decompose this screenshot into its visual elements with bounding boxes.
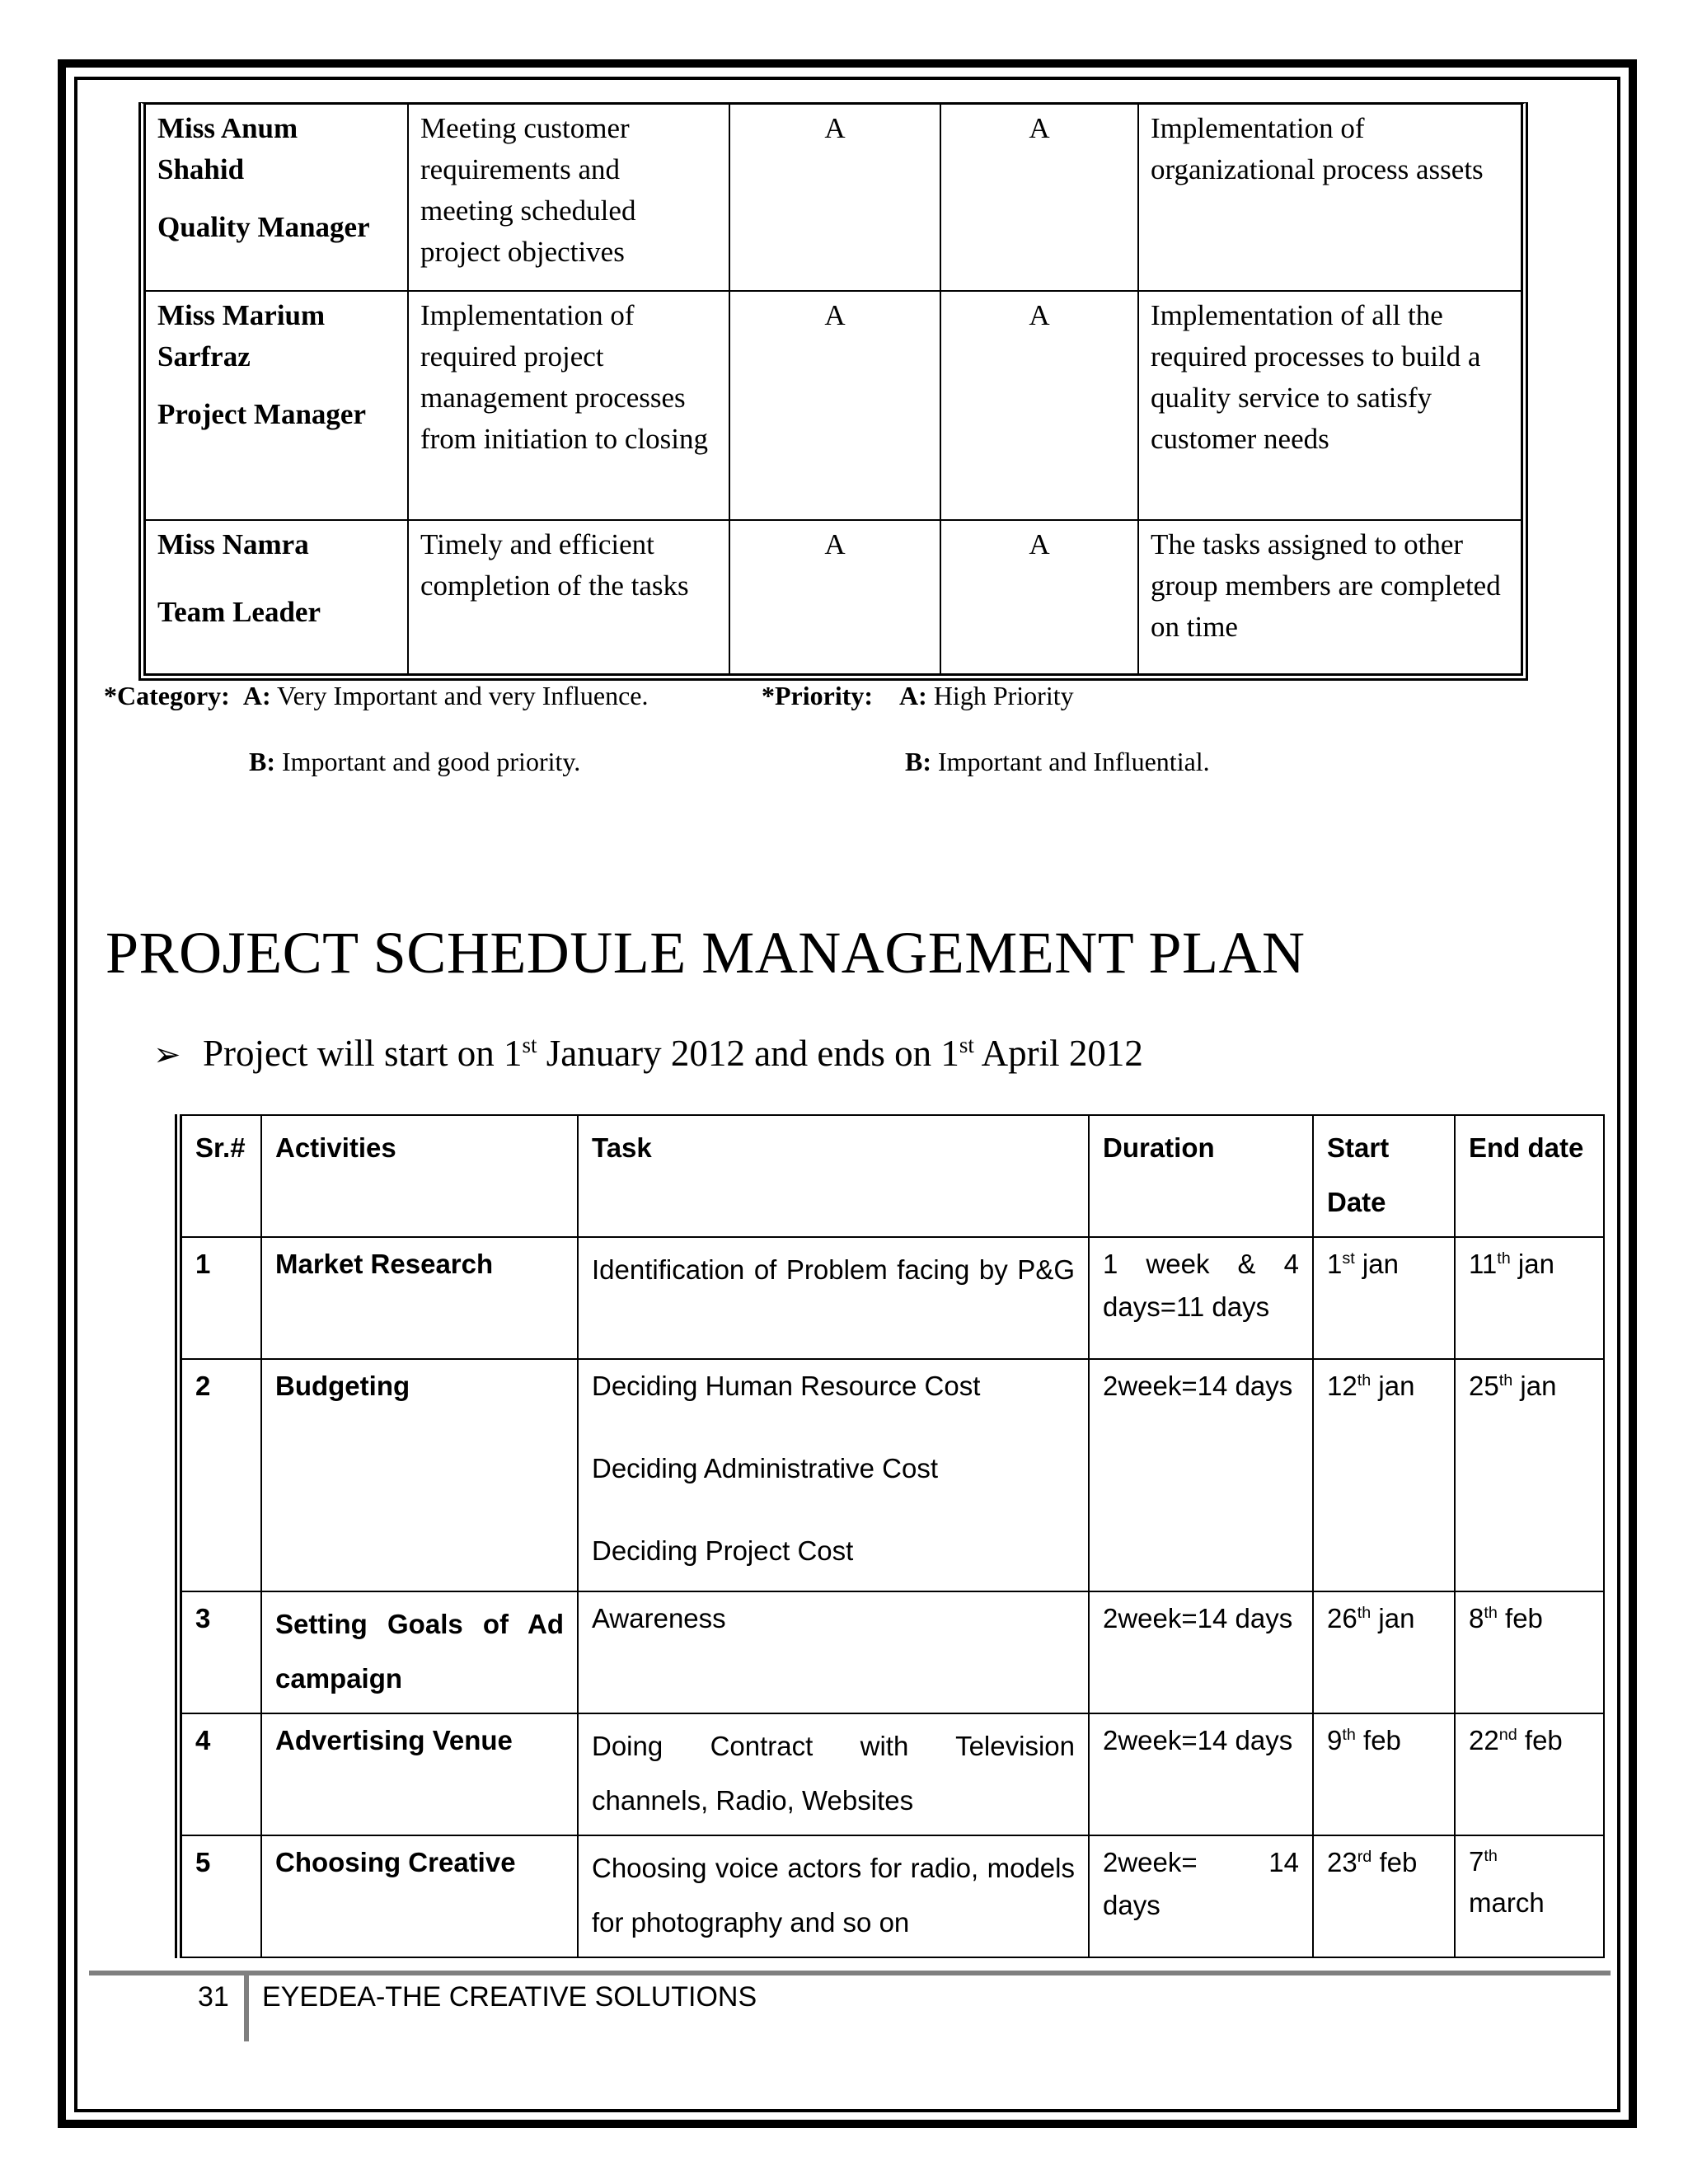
legend-text: High Priority (933, 681, 1074, 710)
task-spacer (592, 1408, 1075, 1447)
row-start-date (1313, 1237, 1455, 1359)
row-end-date (1455, 1713, 1604, 1835)
stakeholder-interest: Meeting customer requirements and meeting scheduled project objectives (408, 105, 729, 291)
stakeholder-interest: Implementation of required project management processes from initiation to closing (408, 291, 729, 520)
stakeholder-name: Miss Marium (157, 299, 326, 331)
stakeholder-strategy: Implementation of organizational process assets (1138, 105, 1521, 291)
legend-text: Important and good priority. (282, 747, 581, 776)
table-header-row (182, 1115, 1604, 1237)
task-spacer (592, 1490, 1075, 1530)
date-month: jan (1371, 1371, 1415, 1401)
table-row (182, 1359, 1604, 1591)
header-sr: Sr.# (182, 1115, 261, 1237)
ordinal-suffix: rd (1357, 1848, 1372, 1866)
stakeholder-role: Team Leader (157, 596, 321, 628)
task-item: Deciding Administrative Cost (592, 1453, 939, 1483)
row-number: 5 (182, 1835, 261, 1957)
ordinal-suffix: th (1357, 1604, 1372, 1622)
date-day: 9 (1327, 1725, 1343, 1755)
row-activity: Advertising Venue (261, 1713, 578, 1835)
header-duration: Duration (1089, 1115, 1313, 1237)
row-end-date (1455, 1591, 1604, 1713)
table-row (182, 1835, 1604, 1957)
legend-category-b (249, 747, 580, 777)
row-number: 4 (182, 1713, 261, 1835)
ordinal-suffix: th (1342, 1726, 1356, 1744)
header-start-line: Start (1327, 1132, 1390, 1163)
row-activity: Market Research (261, 1237, 578, 1359)
header-end-date: End date (1455, 1115, 1604, 1237)
ordinal-suffix: th (1498, 1371, 1513, 1390)
legend-text: Important and Influential. (938, 747, 1210, 776)
stakeholder-name: Sarfraz (157, 340, 251, 373)
row-duration: 1 week & 4 days=11 days (1089, 1237, 1313, 1359)
schedule-table-wrapper (175, 1114, 1605, 1958)
stakeholder-priority: A (940, 520, 1138, 673)
bullet-text: Project will start on 1 (203, 1033, 523, 1074)
date-day: 7 (1469, 1846, 1484, 1877)
row-start-date (1313, 1359, 1455, 1591)
stakeholder-strategy: Implementation of all the required processes to build a quality service to satisfy customer needs (1138, 291, 1521, 520)
task-item: Choosing voice actors for radio, models for photography and so on (592, 1853, 1075, 1938)
stakeholder-table (146, 105, 1521, 673)
row-end-date (1455, 1835, 1604, 1957)
ordinal-suffix: nd (1498, 1726, 1517, 1744)
table-row (146, 291, 1521, 520)
row-task (578, 1591, 1089, 1713)
row-task (578, 1835, 1089, 1957)
row-activity: Budgeting (261, 1359, 578, 1591)
stakeholder-name: Shahid (157, 153, 245, 185)
task-item: Deciding Project Cost (592, 1535, 854, 1566)
stakeholder-name: Miss Namra (157, 528, 309, 560)
row-activity: Setting Goals of Ad campaign (261, 1591, 578, 1713)
row-end-date (1455, 1359, 1604, 1591)
legend-category-a (104, 681, 649, 711)
header-activities: Activities (261, 1115, 578, 1237)
row-start-date (1313, 1591, 1455, 1713)
row-number: 3 (182, 1591, 261, 1713)
stakeholder-category: A (729, 105, 940, 291)
legend-priority-label: *Priority: (762, 681, 874, 710)
legend-key: A: (242, 681, 271, 710)
legend-category-label: *Category: (104, 681, 230, 710)
ordinal-suffix: th (1357, 1371, 1372, 1390)
date-month: feb (1372, 1847, 1418, 1877)
stakeholder-category: A (729, 520, 940, 673)
row-start-date (1313, 1835, 1455, 1957)
date-month: feb (1355, 1725, 1401, 1755)
legend-priority-a (762, 681, 1074, 711)
row-number: 1 (182, 1237, 261, 1359)
table-row (182, 1713, 1604, 1835)
section-title: PROJECT SCHEDULE MANAGEMENT PLAN (106, 920, 1306, 986)
stakeholder-role: Quality Manager (157, 211, 370, 243)
task-item: Identification of Problem facing by P&G (592, 1254, 1075, 1285)
footer-divider (89, 1971, 1611, 1975)
table-row (182, 1237, 1604, 1359)
stakeholder-table-wrapper (138, 102, 1528, 681)
ordinal-suffix: st (959, 1033, 974, 1057)
row-task (578, 1237, 1089, 1359)
row-duration: 2week=14 days (1089, 1713, 1313, 1835)
date-day: 22 (1469, 1725, 1499, 1755)
header-start-line: Date (1327, 1187, 1386, 1217)
footer-company-name: EYEDEA-THE CREATIVE SOLUTIONS (262, 1981, 757, 2013)
stakeholder-priority: A (940, 105, 1138, 291)
date-day: 26 (1327, 1603, 1357, 1633)
table-row (146, 520, 1521, 673)
ordinal-suffix: th (1497, 1249, 1511, 1268)
schedule-summary-bullet (153, 1032, 1143, 1075)
date-month: march (1469, 1887, 1545, 1918)
stakeholder-priority: A (940, 291, 1138, 520)
legend-priority-b (905, 747, 1210, 777)
arrow-bullet-icon: ➢ (153, 1036, 181, 1073)
table-row (146, 105, 1521, 291)
legend-text: Very Important and very Influence. (277, 681, 649, 710)
date-day: 1 (1327, 1249, 1343, 1279)
row-task (578, 1713, 1089, 1835)
legend-key: A: (899, 681, 927, 710)
legend-key: B: (905, 747, 931, 776)
date-day: 12 (1327, 1371, 1357, 1401)
stakeholder-name: Miss Anum (157, 112, 298, 144)
ordinal-suffix: th (1484, 1847, 1498, 1865)
stakeholder-strategy: The tasks assigned to other group members are completed on time (1138, 520, 1521, 673)
page-number: 31 (198, 1981, 229, 2013)
stakeholder-name-cell (146, 291, 408, 520)
date-month: feb (1517, 1725, 1563, 1755)
date-month: jan (1371, 1603, 1415, 1633)
row-duration: 2week=14 days (1089, 1591, 1313, 1713)
stakeholder-role: Project Manager (157, 398, 366, 430)
ordinal-suffix: st (522, 1033, 537, 1057)
header-task: Task (578, 1115, 1089, 1237)
stakeholder-name-cell (146, 105, 408, 291)
bullet-text: January 2012 and ends on 1 (537, 1033, 959, 1074)
date-month: jan (1510, 1249, 1554, 1279)
row-number: 2 (182, 1359, 261, 1591)
date-day: 23 (1327, 1847, 1357, 1877)
stakeholder-name-cell (146, 520, 408, 673)
date-day: 11 (1469, 1249, 1498, 1279)
row-duration: 2week= 14 days (1089, 1835, 1313, 1957)
schedule-table (182, 1114, 1605, 1958)
legend-key: B: (249, 747, 275, 776)
row-duration: 2week=14 days (1089, 1359, 1313, 1591)
header-start-date (1313, 1115, 1455, 1237)
bullet-text: April 2012 (973, 1033, 1143, 1074)
stakeholder-interest: Timely and efficient completion of the tasks (408, 520, 729, 673)
footer-vertical-divider (244, 1975, 249, 2041)
date-month: feb (1497, 1603, 1543, 1633)
task-item: Deciding Human Resource Cost (592, 1371, 981, 1401)
date-month: jan (1354, 1249, 1399, 1279)
task-item: Awareness (592, 1603, 726, 1633)
row-task (578, 1359, 1089, 1591)
row-end-date (1455, 1237, 1604, 1359)
date-month: jan (1512, 1371, 1557, 1401)
stakeholder-category: A (729, 291, 940, 520)
table-row (182, 1591, 1604, 1713)
row-activity: Choosing Creative (261, 1835, 578, 1957)
date-day: 8 (1469, 1603, 1484, 1633)
row-start-date (1313, 1713, 1455, 1835)
ordinal-suffix: st (1342, 1249, 1355, 1268)
ordinal-suffix: th (1484, 1604, 1498, 1622)
task-item: Doing Contract with Television channels, Radio, Websites (592, 1731, 1075, 1816)
date-day: 25 (1469, 1371, 1499, 1401)
